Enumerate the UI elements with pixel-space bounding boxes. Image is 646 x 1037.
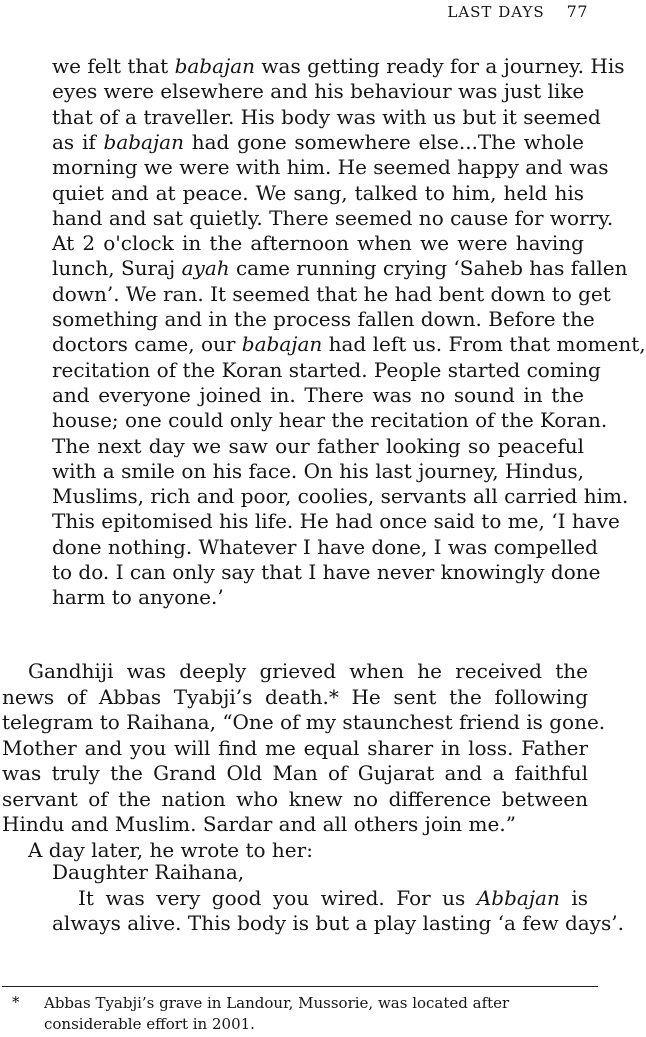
text-line — [52, 54, 625, 78]
text-line — [2, 710, 606, 734]
text-run: Mother and you will find me equal sharer in loss. Father — [2, 735, 588, 760]
text-line — [52, 458, 584, 483]
text-line — [52, 534, 598, 559]
text-line — [52, 79, 585, 104]
text-run: always alive. This body is but a play lasting ‘a few days’. — [52, 911, 624, 935]
text-line — [52, 911, 624, 935]
text-run: quiet and at peace. We sang, talked to him, held his — [52, 180, 584, 205]
text-line — [52, 256, 628, 281]
text-run: done nothing. Whatever I have done, I was compelled — [52, 534, 598, 559]
text-run: as if — [52, 129, 104, 154]
text-line — [52, 129, 585, 154]
text-run: doctors came, our — [52, 332, 242, 357]
text-run: Muslims, rich and poor, coolies, servants all carried him. — [52, 484, 629, 509]
text-line — [2, 837, 588, 862]
text-run: servant of the nation who knew no difference between — [2, 786, 588, 811]
text-line — [52, 205, 614, 230]
text-line — [52, 433, 584, 458]
text-run: was getting ready for a journey. His — [255, 54, 625, 78]
running-title: LAST DAYS — [447, 3, 545, 21]
italic-term: babajan — [241, 332, 323, 357]
text-run: house; one could only hear the recitation of the Koran. — [52, 408, 608, 433]
text-run: news of Abbas Tyabji’s death.* He sent the following — [2, 684, 588, 709]
italic-term: Abbajan — [476, 885, 560, 910]
page-number: 77 — [566, 2, 588, 21]
text-run: harm to anyone.’ — [52, 585, 224, 610]
text-run: It was very good you wired. For us — [78, 885, 477, 910]
text-line — [52, 180, 584, 205]
text-run: is — [559, 885, 588, 910]
text-run: At 2 o'clock in the afternoon when we were having — [52, 231, 584, 256]
text-line — [52, 357, 601, 382]
footnote-line: Abbas Tyabji’s grave in Landour, Mussorie, was located after — [44, 994, 510, 1012]
text-line — [52, 332, 646, 357]
footnote-line: considerable effort in 2001. — [44, 1015, 255, 1033]
text-run: had left us. From that moment, — [322, 332, 646, 357]
text-run: A day later, he wrote to her: — [28, 837, 313, 862]
running-header — [447, 2, 588, 21]
text-run: lunch, Suraj — [52, 256, 182, 281]
text-line — [52, 509, 620, 534]
text-run: The next day we saw our father looking so peaceful — [52, 433, 584, 458]
text-run: telegram to Raihana, “One of my staunchest friend is gone. — [2, 710, 606, 734]
text-run: came running crying ‘Saheb has fallen — [229, 256, 628, 281]
text-run: Hindu and Muslim. Sardar and all others join me.” — [2, 812, 516, 836]
footnote-marker: * — [12, 993, 20, 1011]
text-run: Gandhiji was deeply grieved when he received the — [28, 659, 588, 683]
text-line — [52, 155, 609, 180]
text-run: something and in the process fallen down. Before the — [52, 307, 595, 331]
text-run: to do. I can only say that I have never knowingly done — [52, 560, 601, 584]
text-run: eyes were elsewhere and his behaviour was just like — [52, 79, 585, 104]
text-line — [2, 684, 588, 709]
text-run: down’. We ran. It seemed that he had bent down to get — [52, 281, 611, 306]
text-line — [52, 585, 584, 610]
footnote-rule — [2, 986, 598, 987]
text-line — [52, 104, 601, 129]
text-line — [2, 814, 588, 834]
text-line — [2, 763, 588, 783]
text-run: This epitomised his life. He had once said to me, ‘I have — [52, 509, 620, 534]
italic-term: babajan — [174, 54, 256, 78]
text-run: hand and sat quietly. There seemed no cause for worry. — [52, 205, 614, 230]
text-line — [52, 560, 601, 584]
text-line — [52, 862, 588, 882]
text-line — [52, 307, 595, 331]
text-run: morning we were with him. He seemed happy and was — [52, 155, 609, 180]
text-line — [52, 885, 588, 910]
text-line — [2, 661, 588, 681]
text-line — [52, 281, 611, 306]
text-line — [2, 786, 588, 811]
text-line — [52, 231, 584, 256]
text-line — [52, 484, 629, 509]
text-line — [52, 408, 608, 433]
text-run: that of a traveller. His body was with us but it seemed — [52, 104, 601, 129]
text-run: we felt that — [52, 54, 175, 78]
text-run: Daughter Raihana, — [52, 860, 245, 884]
text-line — [2, 735, 588, 760]
text-line — [52, 382, 584, 407]
text-run: had gone somewhere else...The whole — [183, 129, 585, 154]
text-run: recitation of the Koran started. People started coming — [52, 357, 601, 382]
italic-term: ayah — [181, 256, 230, 281]
text-run: was truly the Grand Old Man of Gujarat and a faithful — [2, 761, 588, 785]
text-run: and everyone joined in. There was no sound in the — [52, 382, 584, 407]
italic-term: babajan — [103, 129, 184, 154]
text-run: with a smile on his face. On his last journey, Hindus, — [52, 458, 584, 483]
